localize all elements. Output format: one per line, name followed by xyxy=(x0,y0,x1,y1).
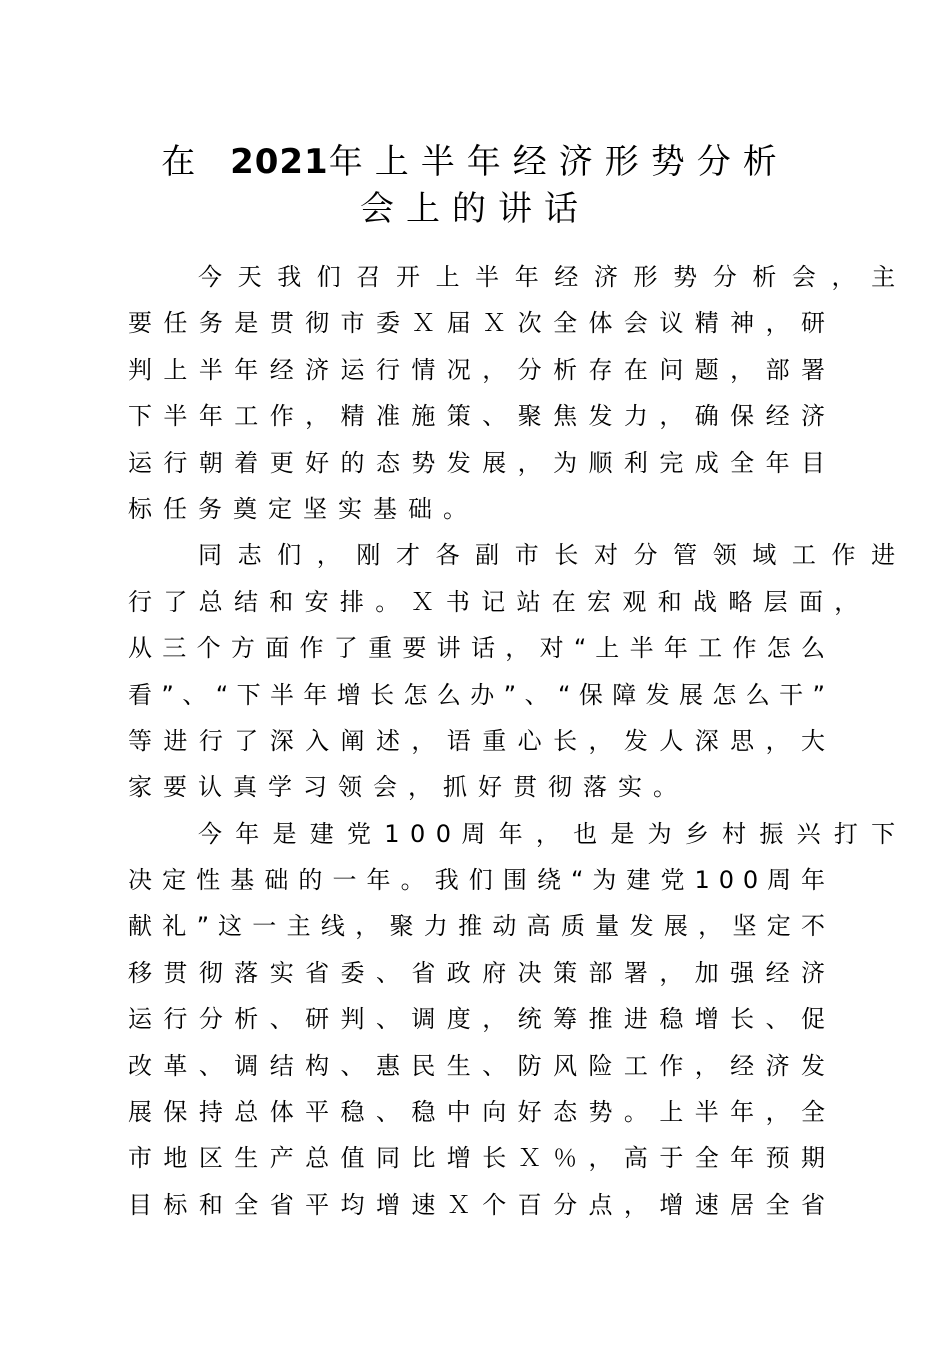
paragraph-1-line-3: 判 上 半 年 经 济 运 行 情 况 ， 分 析 存 在 问 题 ， 部 署 xyxy=(128,355,826,384)
title-prefix: 在 xyxy=(161,142,231,182)
paragraph-3-line-2: 决 定 性 基 础 的 一 年 。 我 们 围 绕 “ 为 建 党 1 0 0 周 年 xyxy=(128,866,826,895)
title-suffix: 年上半年经济形势分析 xyxy=(328,142,789,182)
paragraph-3-line-7: 展 保 持 总 体 平 稳 、 稳 中 向 好 态 势 。 上 半 年 ， 全 xyxy=(128,1098,826,1127)
paragraph-3-line-1: 今 年 是 建 党 1 0 0 周 年 ， 也 是 为 乡 村 振 兴 打 下 xyxy=(198,819,896,848)
paragraph-2-line-1: 同 志 们 ， 刚 才 各 副 市 长 对 分 管 领 域 工 作 进 xyxy=(198,541,896,570)
paragraph-3-line-9: 目 标 和 全 省 平 均 增 速 Ｘ 个 百 分 点 ， 增 速 居 全 省 xyxy=(128,1190,826,1219)
paragraph-3-line-4: 移 贯 彻 落 实 省 委 、 省 政 府 决 策 部 署 ， 加 强 经 济 xyxy=(128,958,826,987)
paragraph-3-line-8: 市 地 区 生 产 总 值 同 比 增 长 Ｘ ％ ， 高 于 全 年 预 期 xyxy=(128,1144,826,1173)
title-line-1 xyxy=(100,142,850,182)
title-line-2: 会上的讲话 xyxy=(360,189,590,229)
paragraph-3-line-5: 运 行 分 析 、 研 判 、 调 度 ， 统 筹 推 进 稳 增 长 、 促 xyxy=(128,1005,826,1034)
title-year: 2021 xyxy=(230,142,329,182)
paragraph-1-line-2: 要 任 务 是 贯 彻 市 委 Ｘ 届 Ｘ 次 全 体 会 议 精 神 ， 研 xyxy=(128,309,826,338)
paragraph-2-line-2: 行 了 总 结 和 安 排 。 Ｘ 书 记 站 在 宏 观 和 战 略 层 面 ， xyxy=(128,587,859,616)
paragraph-2-line-3: 从 三 个 方 面 作 了 重 要 讲 话 ， 对 “ 上 半 年 工 作 怎 么 xyxy=(128,634,826,663)
paragraph-1-line-1: 今 天 我 们 召 开 上 半 年 经 济 形 势 分 析 会 ， 主 xyxy=(198,263,896,291)
paragraph-2-line-4: 看 ” 、 “ 下 半 年 增 长 怎 么 办 ” 、 “ 保 障 发 展 怎 么 干 ” xyxy=(128,680,825,709)
paragraph-2-line-5: 等 进 行 了 深 入 阐 述 ， 语 重 心 长 ， 发 人 深 思 ， 大 xyxy=(128,726,826,755)
paragraph-3-line-3: 献 礼 ” 这 一 主 线 ， 聚 力 推 动 高 质 量 发 展 ， 坚 定 不 xyxy=(128,912,826,941)
body-text xyxy=(128,254,896,1228)
paragraph-1-line-5: 运 行 朝 着 更 好 的 态 势 发 展 ， 为 顺 利 完 成 全 年 目 xyxy=(128,448,826,477)
paragraph-1-line-6: 标任务奠定坚实基础。 xyxy=(128,494,478,523)
paragraph-1-line-4: 下 半 年 工 作 ， 精 准 施 策 、 聚 焦 发 力 ， 确 保 经 济 xyxy=(128,402,826,431)
paragraph-3-line-6: 改 革 、 调 结 构 、 惠 民 生 、 防 风 险 工 作 ， 经 济 发 xyxy=(128,1051,826,1080)
paragraph-2-line-6: 家要认真学习领会，抓好贯彻落实。 xyxy=(128,773,688,802)
